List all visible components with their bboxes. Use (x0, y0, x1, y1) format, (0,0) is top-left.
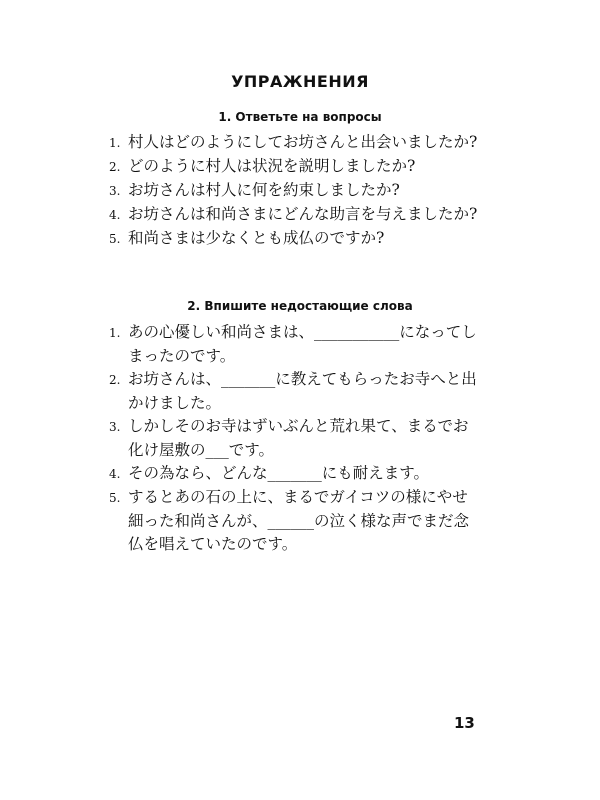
page-number: 13 (454, 714, 475, 732)
item-number: 3. (109, 420, 121, 434)
section-1-questions (109, 131, 482, 251)
item-text: あの心優しい和尚さまは、___________になってしまったのです。 (128, 323, 477, 365)
item-text: どのように村人は状況を説明しましたか? (128, 157, 416, 175)
item-text: その為なら、どんな_______にも耐えます。 (128, 464, 430, 482)
question-item (109, 155, 482, 179)
question-item (109, 227, 482, 251)
question-item (109, 179, 482, 203)
fill-blank-item (109, 321, 482, 368)
item-number: 5. (109, 491, 121, 505)
item-number: 4. (109, 467, 121, 481)
item-text: しかしそのお寺はずいぶんと荒れ果て、まるでお化け屋敷の___です。 (128, 417, 469, 459)
item-text: 村人はどのようにしてお坊さんと出会いましたか? (128, 133, 478, 151)
item-number: 1. (109, 136, 121, 150)
fill-blank-item (109, 368, 482, 415)
fill-blank-item (109, 415, 482, 462)
item-number: 5. (109, 232, 121, 246)
item-text: するとあの石の上に、まるでガイコツの様にやせ細った和尚さんが、______の泣く様な声でまだ念仏を唱えていたのです。 (128, 488, 470, 553)
item-text: お坊さんは、_______に教えてもらったお寺へと出かけました。 (128, 370, 477, 412)
section-1-title: 1. Ответьте на вопросы (218, 110, 382, 124)
item-text: お坊さんは村人に何を約束しましたか? (128, 181, 400, 199)
item-number: 1. (109, 326, 121, 340)
item-number: 2. (109, 160, 121, 174)
fill-blank-item (109, 486, 482, 556)
question-item (109, 203, 482, 227)
question-item (109, 131, 482, 155)
section-2-title: 2. Впишите недостающие слова (187, 299, 413, 313)
item-text: お坊さんは和尚さまにどんな助言を与えましたか? (128, 205, 478, 223)
item-number: 2. (109, 373, 121, 387)
item-number: 4. (109, 208, 121, 222)
fill-blank-item (109, 462, 482, 486)
section-2-fill-blanks (109, 321, 482, 556)
item-text: 和尚さまは少なくとも成仏のですか? (128, 229, 385, 247)
item-number: 3. (109, 184, 121, 198)
page-title: УПРАЖНЕНИЯ (231, 72, 369, 91)
